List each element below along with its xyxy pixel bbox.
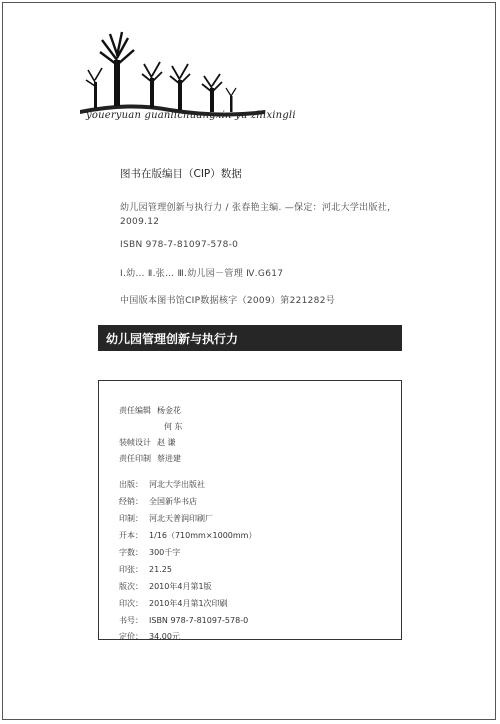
- info-value: 赵 谦: [157, 438, 176, 447]
- info-row: [119, 598, 228, 609]
- info-value: 34.00元: [149, 632, 180, 641]
- cip-description-line1: 幼儿园管理创新与执行力 / 张春艳主编. —保定：河北大学出版社，: [120, 203, 397, 213]
- info-value: 全国新华书店: [149, 497, 197, 506]
- info-value: 杨金花: [157, 406, 181, 415]
- info-label: 印制：: [119, 514, 143, 523]
- logo-pinyin-text: youeryuan guanlichuangxin yu zhixingli: [86, 110, 296, 121]
- info-value: 2010年4月第1版: [149, 582, 212, 591]
- info-label: 版次：: [119, 582, 143, 591]
- info-label: 书号：: [119, 616, 143, 625]
- info-label: 责任编辑: [119, 406, 151, 415]
- info-row: [158, 421, 183, 432]
- info-row: [119, 513, 213, 524]
- info-label: 责任印制: [119, 454, 151, 463]
- banner-title: 幼儿园管理创新与执行力: [106, 332, 239, 346]
- cip-description-line2: 2009.12: [120, 217, 160, 227]
- info-label: 印张：: [119, 565, 143, 574]
- info-label: 定价：: [119, 632, 143, 641]
- info-label: 印次：: [119, 599, 143, 608]
- info-value: 21.25: [149, 565, 172, 574]
- info-value: 何 东: [164, 422, 183, 431]
- info-row: [119, 453, 181, 464]
- info-value: 2010年4月第1次印刷: [149, 599, 228, 608]
- publication-info-box: [98, 380, 402, 640]
- info-label: 字数：: [119, 548, 143, 557]
- info-label: 经销：: [119, 497, 143, 506]
- info-row: [119, 564, 172, 575]
- info-row: [119, 547, 180, 558]
- info-value: 300千字: [149, 548, 181, 557]
- info-row: [119, 405, 181, 416]
- info-value: 蔡进建: [157, 454, 181, 463]
- cip-isbn: ISBN 978-7-81097-578-0: [120, 240, 239, 250]
- info-label: 装帧设计: [119, 438, 151, 447]
- info-label: 出版：: [119, 480, 143, 489]
- info-row: [119, 530, 256, 541]
- cip-classification: Ⅰ.幼… Ⅱ.张… Ⅲ.幼儿园－管理 Ⅳ.G617: [120, 269, 284, 279]
- info-value: 1/16（710mm×1000mm）: [149, 531, 257, 540]
- info-row: [119, 479, 205, 490]
- title-banner: [98, 325, 402, 351]
- info-value: 河北天普润印刷厂: [149, 514, 213, 523]
- cip-title: 图书在版编目（CIP）数据: [120, 168, 242, 180]
- info-row: [119, 496, 197, 507]
- info-row: [119, 615, 248, 626]
- info-row: [119, 437, 176, 448]
- cip-record-number: 中国版本图书馆CIP数据核字（2009）第221282号: [120, 296, 336, 306]
- info-value: ISBN 978-7-81097-578-0: [149, 616, 249, 625]
- info-row: [119, 581, 212, 592]
- info-row: [119, 631, 180, 642]
- info-label: 开本：: [119, 531, 143, 540]
- info-value: 河北大学出版社: [149, 480, 205, 489]
